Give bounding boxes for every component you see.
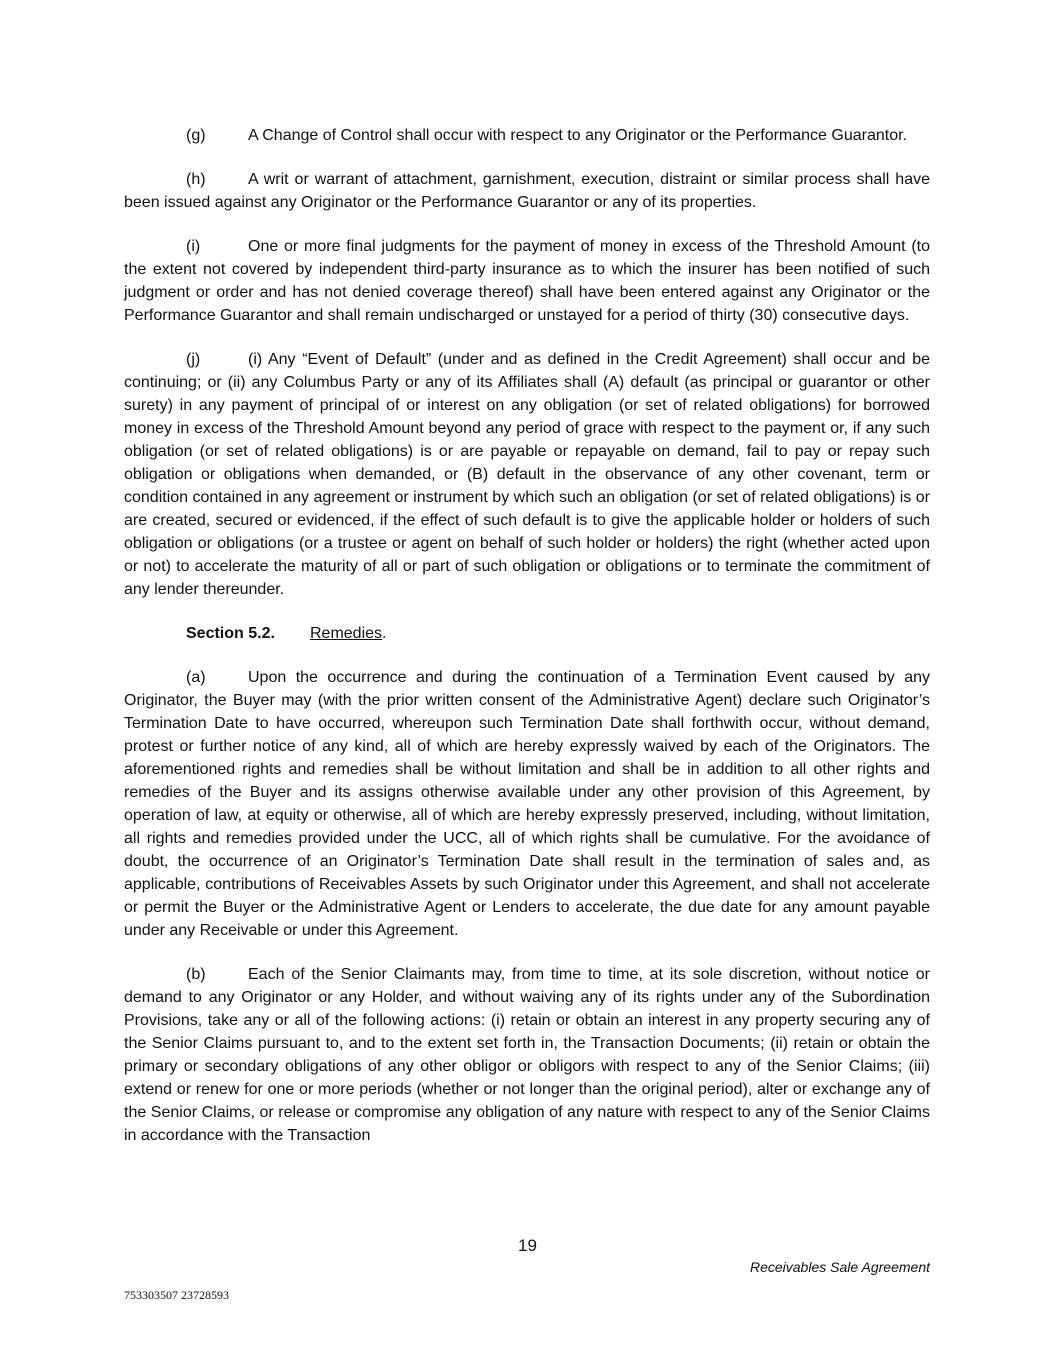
paragraph-text: Each of the Senior Claimants may, from time to time, at its sole discretion, without notice or demand to any Originator or any Holder, and without waiving any of its rights under any of the Subordination Provisions, take any or all of the following actions: (i) retain or obtain an interest in any property securing any of the Senior Claims pursuant to, and to the extent set forth in, the Transaction Documents; (ii) retain or obtain the primary or secondary obligations of any other obligor or obligors with respect to any of the Senior Claims; (iii) extend or renew for one or more periods (whether or not longer than the original period), alter or exchange any of the Senior Claims, or release or compromise any obligation of any nature with respect to any of the Senior Claims in accordance with the Transaction	[124, 966, 930, 1144]
paragraph-text: A Change of Control shall occur with respect to any Originator or the Performance Guarantor.	[248, 127, 907, 144]
paragraph-a	[124, 666, 930, 942]
footer-document-id: 753303507 23728593	[124, 1288, 229, 1302]
paragraph-b	[124, 963, 930, 1147]
paragraph-marker: (a)	[186, 669, 206, 686]
section-number: Section 5.2.	[186, 625, 275, 642]
paragraph-marker: (b)	[186, 966, 206, 983]
section-title-suffix: .	[382, 625, 387, 642]
paragraph-g	[124, 124, 930, 147]
paragraph-h	[124, 168, 930, 214]
document-body	[124, 124, 930, 1168]
section-heading	[124, 622, 930, 645]
section-title: Remedies	[310, 625, 383, 642]
paragraph-marker: (i)	[186, 238, 201, 255]
paragraph-text: (i) Any “Event of Default” (under and as defined in the Credit Agreement) shall occur and be continuing; or (ii) any Columbus Party or any of its Affiliates shall (A) default (as principal or guarantor or other surety) in any payment of principal of or interest on any obligation (or set of related obligations) for borrowed money in excess of the Threshold Amount beyond any period of grace with respect to the payment or, if any such obligation (or set of related obligations) is or are payable or repayable on demand, fail to pay or repay such obligation or obligations when demanded, or (B) default in the observance of any other covenant, term or condition contained in any agreement or instrument by which such an obligation (or set of related obligations) is or are created, secured or evidenced, if the effect of such default is to give the applicable holder or holders of such obligation or obligations (or a trustee or agent on behalf of such holder or holders) the right (whether acted upon or not) to accelerate the maturity of all or part of such obligation or obligations or to terminate the commitment of any lender thereunder.	[124, 351, 930, 598]
paragraph-marker: (g)	[186, 127, 206, 144]
paragraph-j	[124, 348, 930, 601]
page-number: 19	[518, 1236, 537, 1255]
paragraph-text: One or more final judgments for the payment of money in excess of the Threshold Amount (to the extent not covered by independent third-party insurance as to which the insurer has been notified of such judgment or order and has not denied coverage thereof) shall have been entered against any Originator or the Performance Guarantor and shall remain undischarged or unstayed for a period of thirty (30) consecutive days.	[124, 238, 930, 324]
paragraph-text: A writ or warrant of attachment, garnishment, execution, distraint or similar process shall have been issued against any Originator or the Performance Guarantor or any of its properties.	[124, 171, 930, 211]
footer-document-title: Receivables Sale Agreement	[749, 1259, 930, 1275]
paragraph-i	[124, 235, 930, 327]
paragraph-marker: (h)	[186, 171, 206, 188]
paragraph-text: Upon the occurrence and during the continuation of a Termination Event caused by any Originator, the Buyer may (with the prior written consent of the Administrative Agent) declare such Originator’s Termination Date to have occurred, whereupon such Termination Date shall forthwith occur, without demand, protest or further notice of any kind, all of which are hereby expressly waived by each of the Originators. The aforementioned rights and remedies shall be without limitation and shall be in addition to all other rights and remedies of the Buyer and its assigns otherwise available under any other provision of this Agreement, by operation of law, at equity or otherwise, all of which are hereby expressly preserved, including, without limitation, all rights and remedies provided under the UCC, all of which rights shall be cumulative. For the avoidance of doubt, the occurrence of an Originator’s Termination Date shall result in the termination of sales and, as applicable, contributions of Receivables Assets by such Originator under this Agreement, and shall not accelerate or permit the Buyer or the Administrative Agent or Lenders to accelerate, the due date for any amount payable under any Receivable or under this Agreement.	[124, 669, 930, 939]
paragraph-marker: (j)	[186, 351, 201, 368]
